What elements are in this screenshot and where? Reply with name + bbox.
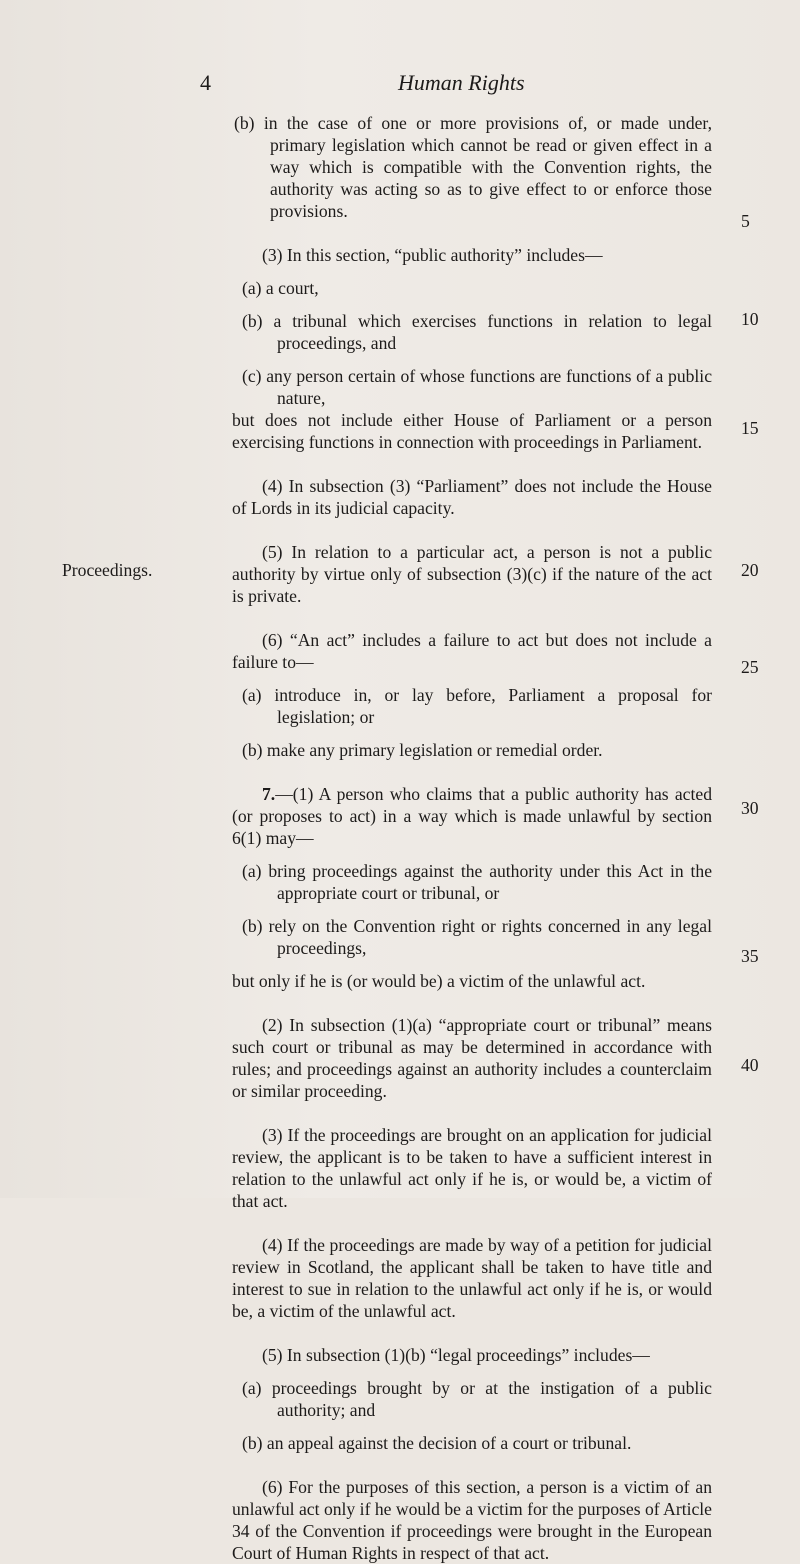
running-head: Human Rights <box>398 70 525 95</box>
line-number-35: 35 <box>741 946 759 966</box>
subsection-3a: (a) a court, <box>242 278 319 298</box>
section-7-1b: (b) rely on the Convention right or rights concerned in any legal proceedings, <box>242 916 712 958</box>
section-7-5a: (a) proceedings brought by or at the instigation of a public authority; and <box>242 1378 712 1420</box>
section-7-5b: (b) an appeal against the decision of a court or tribunal. <box>242 1433 632 1453</box>
subsection-3: (3) In this section, “public authority” includes— <box>262 245 603 265</box>
body-text <box>232 112 712 1564</box>
subsection-4: (4) In subsection (3) “Parliament” does not include the House of Lords in its judicial capacity. <box>232 476 712 518</box>
line-number-10: 10 <box>741 309 759 329</box>
section-number: 7. <box>262 784 276 804</box>
subsection-6b: (b) make any primary legislation or remedial order. <box>242 740 603 760</box>
line-number-30: 30 <box>741 798 759 818</box>
subsection-6a: (a) introduce in, or lay before, Parliament a proposal for legislation; or <box>242 685 712 727</box>
section-7-subsection-6: (6) For the purposes of this section, a person is a victim of an unlawful act only if he would be a victim for the purposes of Article 34 of the Convention if proceedings were brought in the European Court of Human Rights in respect of that act. <box>232 1477 712 1563</box>
line-number-15: 15 <box>741 418 759 438</box>
page-number: 4 <box>200 70 211 95</box>
section-7-subsection-5: (5) In subsection (1)(b) “legal proceedings” includes— <box>262 1345 650 1365</box>
subsection-3c: (c) any person certain of whose functions are functions of a public nature, <box>242 366 712 408</box>
page-header <box>0 70 800 100</box>
line-number-20: 20 <box>741 560 759 580</box>
subsection-5: (5) In relation to a particular act, a person is not a public authority by virtue only of subsection (3)(c) if the nature of the act is private. <box>232 542 712 606</box>
section-7-subsection-1-text: —(1) A person who claims that a public authority has acted (or proposes to act) in a way which is made unlawful by section 6(1) may— <box>232 784 712 848</box>
line-number-5: 5 <box>741 211 750 231</box>
line-number-40: 40 <box>741 1055 759 1075</box>
subsection-3-tail: but does not include either House of Parliament or a person exercising functions in connection with proceedings in Parliament. <box>232 410 712 452</box>
paragraph-2b: (b) in the case of one or more provisions of, or made under, primary legislation which cannot be read or given effect in a way which is compatible with the Convention rights, the authority was acting so as to give effect to or enforce those provisions. <box>234 113 712 221</box>
subsection-6: (6) “An act” includes a failure to act but does not include a failure to— <box>232 630 712 672</box>
section-7-subsection-4: (4) If the proceedings are made by way of a petition for judicial review in Scotland, the applicant shall be taken to have title and interest to sue in relation to the unlawful act only if he is, or would be, a victim of the unlawful act. <box>232 1235 712 1321</box>
subsection-3b: (b) a tribunal which exercises functions in relation to legal proceedings, and <box>242 311 712 353</box>
section-7-1-tail: but only if he is (or would be) a victim of the unlawful act. <box>232 971 646 991</box>
section-7-subsection-2: (2) In subsection (1)(a) “appropriate court or tribunal” means such court or tribunal as may be determined in accordance with rules; and proceedings against an authority includes a counterclaim or similar proceeding. <box>232 1015 712 1101</box>
section-7-1a: (a) bring proceedings against the authority under this Act in the appropriate court or tribunal, or <box>242 861 712 903</box>
line-number-25: 25 <box>741 657 759 677</box>
margin-note: Proceedings. <box>62 560 153 580</box>
section-7-subsection-1 <box>232 783 712 849</box>
section-7-subsection-3: (3) If the proceedings are brought on an application for judicial review, the applicant is to be taken to have a sufficient interest in relation to the unlawful act only if he is, or would be, a victim of that act. <box>232 1125 712 1211</box>
